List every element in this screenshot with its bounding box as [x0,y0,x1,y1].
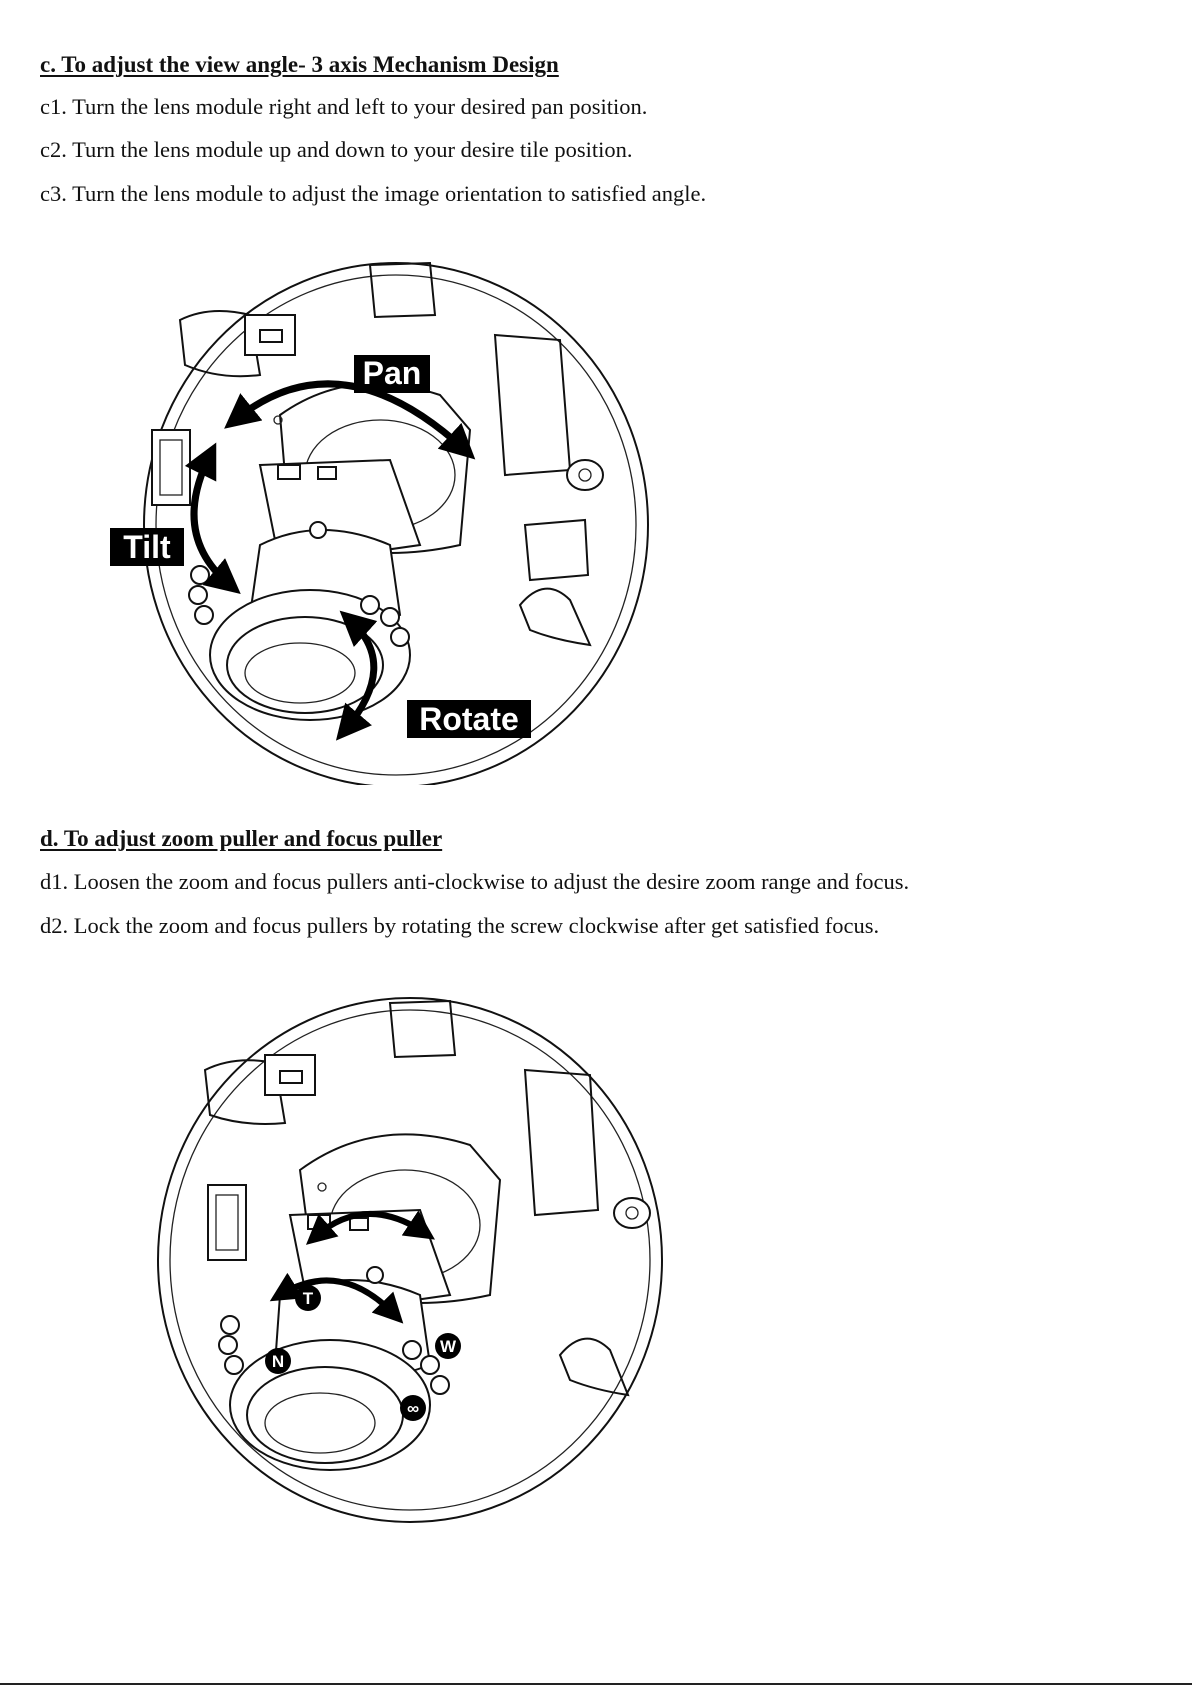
svg-text:Tilt: Tilt [123,529,171,565]
svg-text:Pan: Pan [362,355,422,391]
step-d2: d2. Lock the zoom and focus pullers by rotating the screw clockwise after get satisfied focus. [40,913,880,938]
lens-ring-inner [247,1367,403,1463]
step-c3: c3. Turn the lens module to adjust the image orientation to satisfied angle. [40,181,707,206]
wide-badge [435,1333,461,1359]
housing-notch-top [370,263,435,317]
svg-text:W: W [439,1337,457,1356]
tele-badge [295,1285,321,1311]
infinity-badge [400,1395,426,1421]
housing-notch-top [390,1001,455,1057]
camera-zoom-focus-figure [150,975,710,1535]
near-badge [265,1348,291,1374]
section-c-heading: c. To adjust the view angle- 3 axis Mechanism Design [40,52,559,77]
housing-bracket-right [520,589,590,645]
camera-3axis-figure [100,245,660,785]
housing-rib-right [495,335,570,475]
screw-post-right [614,1198,650,1228]
lock-screw [367,1267,383,1283]
rotate-label [407,700,531,738]
svg-text:T: T [302,1289,314,1308]
step-d1: d1. Loosen the zoom and focus pullers anti-clockwise to adjust the desire zoom range and focus. [40,869,910,894]
connector-left [152,430,190,505]
pan-label [354,355,430,393]
step-c1: c1. Turn the lens module right and left to your desired pan position. [40,94,648,119]
section-d-heading: d. To adjust zoom puller and focus puller [40,826,443,851]
screw-post-right [567,460,603,490]
svg-text:∞: ∞ [406,1399,420,1418]
svg-text:Rotate: Rotate [419,701,519,737]
step-c2: c2. Turn the lens module up and down to your desire tile position. [40,137,633,162]
lock-screw [310,522,326,538]
tilt-label [110,528,184,566]
connector-left [208,1185,246,1260]
svg-text:N: N [271,1352,285,1371]
